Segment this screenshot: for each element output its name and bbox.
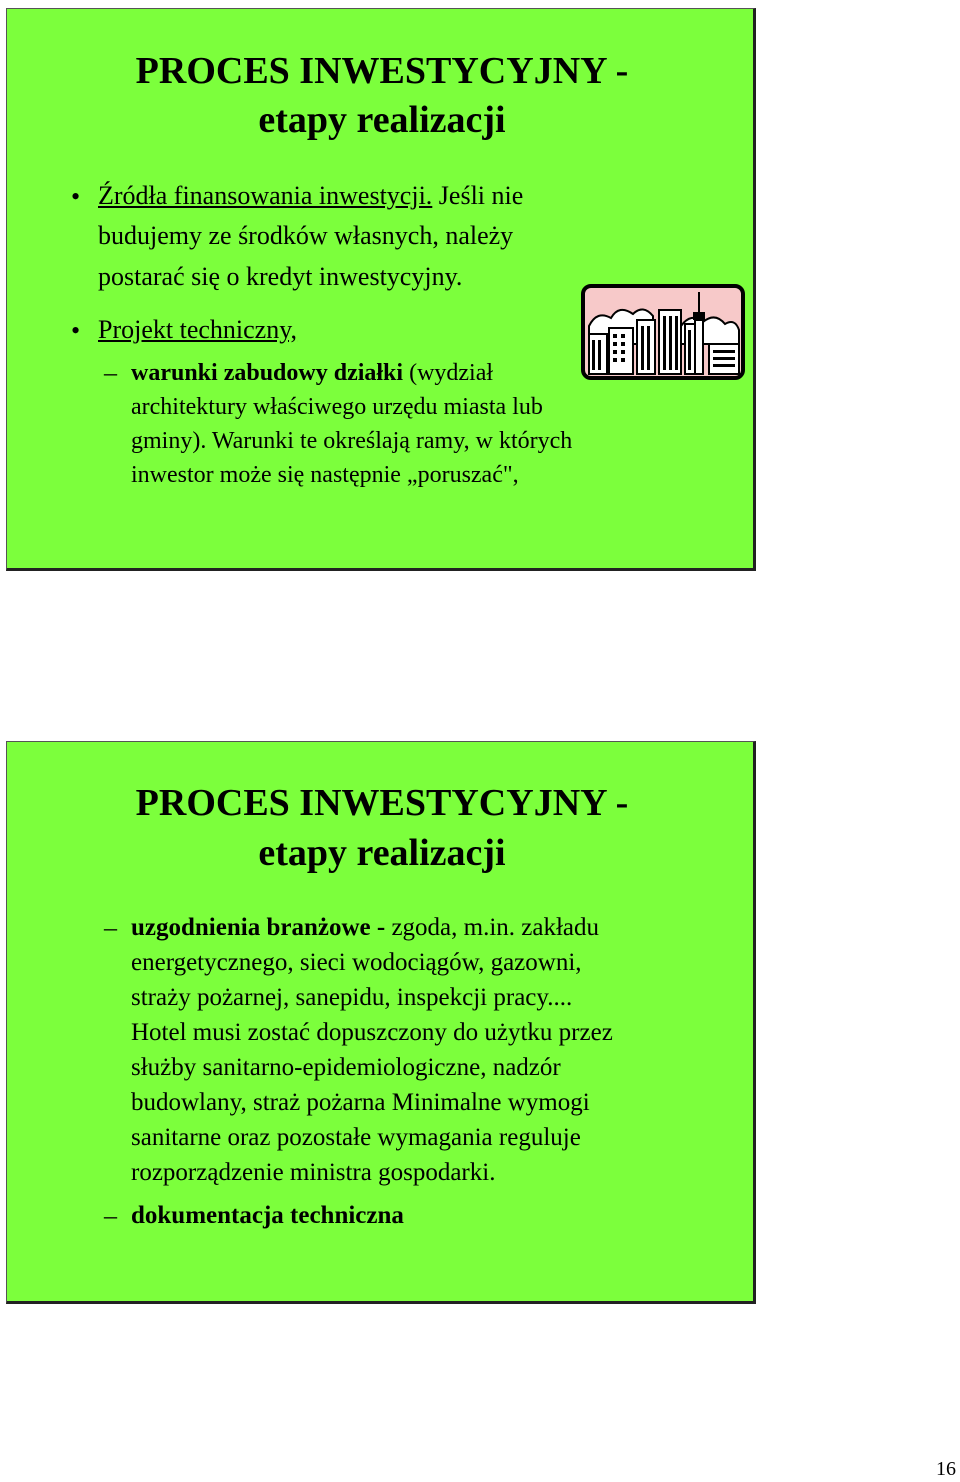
slide-2-title-line-1: PROCES INWESTYCYJNY - bbox=[135, 782, 629, 824]
sub-1-line-7: sanitarne oraz pozostałe wymagania reguluje bbox=[131, 1124, 581, 1151]
sub-1-line-5: służby sanitarno-epidemiologiczne, nadzór bbox=[131, 1054, 561, 1081]
bullet-marker: • bbox=[71, 316, 81, 345]
financing-sources-link[interactable]: Źródła finansowania inwestycji. bbox=[98, 181, 433, 210]
sub-1-line-6: budowlany, straż pożarna Minimalne wymogi bbox=[131, 1089, 590, 1116]
sub-1-line-2: energetycznego, sieci wodociągów, gazowni, bbox=[131, 949, 582, 976]
dash-marker: – bbox=[104, 358, 117, 387]
bullet-1-line-3: postarać się o kredyt inwestycyjny. bbox=[98, 262, 463, 291]
technical-documentation-label: dokumentacja techniczna bbox=[131, 1202, 404, 1229]
bullet-1-line-2: budujemy ze środków własnych, należy bbox=[98, 221, 514, 250]
sub-2-line-1 bbox=[131, 1199, 404, 1233]
sub-1-line-3: gminy). Warunki te określają ramy, w których bbox=[131, 428, 573, 454]
technical-project-link[interactable]: Projekt techniczny, bbox=[98, 315, 298, 344]
page-number: 16 bbox=[936, 1458, 956, 1480]
bullet-2-line-1 bbox=[98, 313, 297, 347]
slide-1-title-line-2: etapy realizacji bbox=[258, 99, 506, 141]
industry-agreements-label: uzgodnienia branżowe - bbox=[131, 914, 386, 941]
sub-1-text: (wydział bbox=[403, 360, 494, 386]
dash-marker: – bbox=[104, 913, 117, 942]
bullet-marker: • bbox=[71, 182, 81, 211]
building-conditions-label: warunki zabudowy działki bbox=[131, 360, 404, 386]
slide-1 bbox=[6, 8, 756, 571]
bullet-1-line-1 bbox=[98, 179, 523, 213]
sub-1-line-1 bbox=[131, 356, 493, 390]
sub-1-line-4: Hotel musi zostać dopuszczony do użytku przez bbox=[131, 1019, 613, 1046]
sub-1-line-1 bbox=[131, 911, 599, 945]
sub-1-line-2: architektury właściwego urzędu miasta lub bbox=[131, 394, 543, 420]
slide-2 bbox=[6, 741, 756, 1304]
sub-1-line-4: inwestor może się następnie „poruszać", bbox=[131, 462, 519, 488]
slide-1-title-line-1: PROCES INWESTYCYJNY - bbox=[135, 50, 629, 92]
dash-marker: – bbox=[104, 1201, 117, 1230]
sub-1-text: zgoda, m.in. zakładu bbox=[385, 914, 600, 941]
sub-1-line-8: rozporządzenie ministra gospodarki. bbox=[131, 1159, 496, 1186]
bullet-1-text: Jeśli nie bbox=[432, 181, 524, 210]
city-skyline-icon bbox=[581, 284, 745, 380]
sub-1-line-3: straży pożarnej, sanepidu, inspekcji pracy.... bbox=[131, 984, 573, 1011]
slide-2-title-line-2: etapy realizacji bbox=[258, 832, 506, 874]
